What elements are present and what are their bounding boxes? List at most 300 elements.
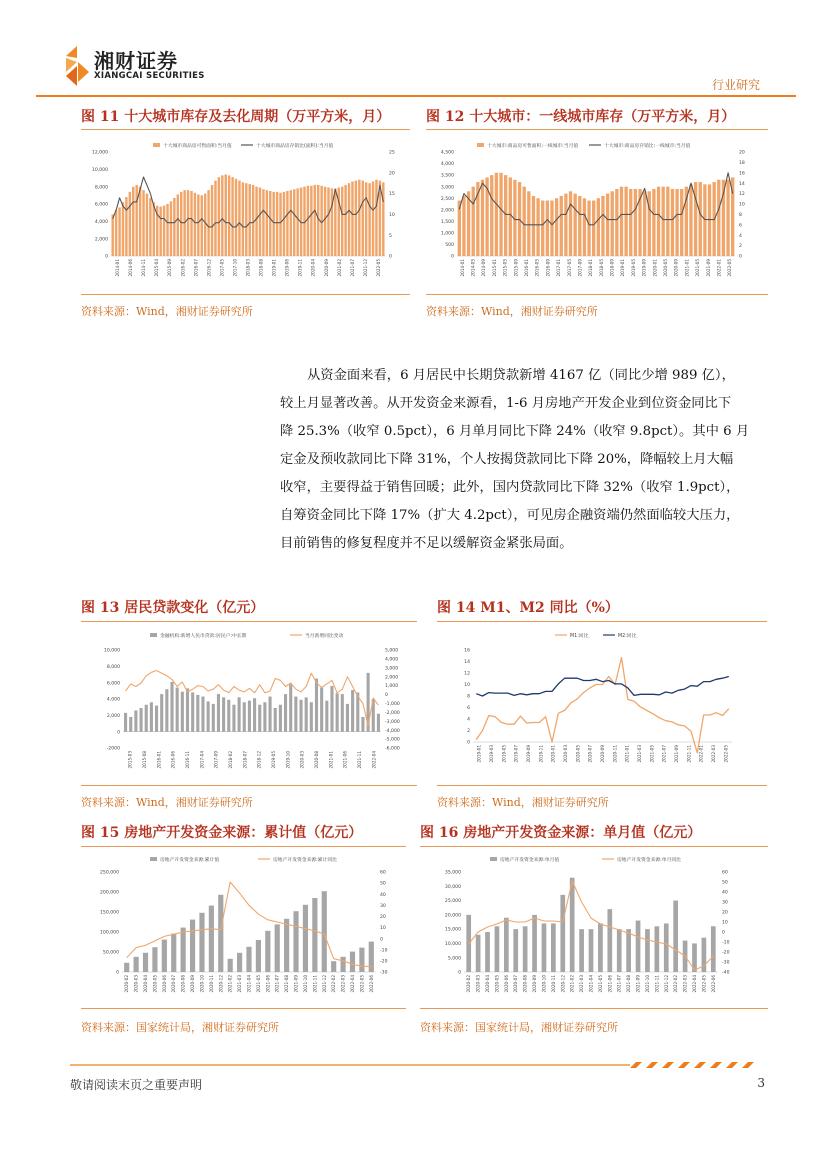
y-tick-label: 10,000 <box>91 167 108 173</box>
bar <box>256 940 261 972</box>
body-line: 自筹资金同比下降 17%（扩大 4.2pct），可见房企融资端仍然面临较大压力， <box>280 508 740 523</box>
figure-15-title-rule <box>81 846 406 847</box>
bar <box>325 701 328 732</box>
bar <box>118 207 120 256</box>
bar <box>327 188 329 256</box>
bar <box>495 173 498 256</box>
y2-tick-label: -40 <box>722 970 730 976</box>
figure-12-title: 图 12 十大城市：一线城市库存（万平方米，月） <box>426 109 736 125</box>
x-tick-label: 2021-07 <box>349 259 355 277</box>
x-tick-label: 2020-11 <box>208 975 214 993</box>
y2-tick-label: 25 <box>389 150 395 156</box>
y-tick-label: 0 <box>117 730 120 736</box>
y2-tick-label: 0 <box>722 930 725 936</box>
figure-14-title: 图 14 M1、M2 同比（%） <box>437 600 619 616</box>
bar <box>592 201 595 256</box>
y-tick-label: 0 <box>105 254 108 260</box>
figure-11-bottom-rule <box>81 294 410 295</box>
bar <box>541 201 544 256</box>
bar <box>187 190 189 256</box>
x-tick-label: 2014-01 <box>115 259 121 277</box>
bar <box>601 196 604 256</box>
y2-tick-label: 30 <box>722 900 728 906</box>
bar <box>307 186 309 256</box>
y-tick-label: 8 <box>467 694 470 700</box>
bar <box>252 185 254 256</box>
bar <box>560 196 563 256</box>
y-tick-label: 100,000 <box>100 930 119 936</box>
y2-tick-label: 20 <box>380 915 386 921</box>
figure-12-bottom-rule <box>426 294 768 295</box>
y2-tick-label: 14 <box>739 181 745 187</box>
x-tick-label: 2022-05 <box>723 745 729 763</box>
y-tick-label: 0 <box>116 970 119 976</box>
y2-tick-label: 2 <box>739 244 742 250</box>
bar <box>382 182 384 256</box>
bar <box>190 191 192 256</box>
x-tick-label: 2016-07 <box>193 259 199 277</box>
bar <box>153 202 155 256</box>
bar <box>294 697 297 732</box>
bar <box>310 186 312 256</box>
x-tick-label: 2020-08 <box>522 975 528 993</box>
figure-13-source: 资料来源：Wind，湘财证券研究所 <box>81 796 253 809</box>
bar <box>173 198 175 256</box>
x-tick-label: 2019-09 <box>641 259 647 277</box>
y-tick-label: 12 <box>464 671 470 677</box>
bar <box>569 191 572 256</box>
bar <box>165 689 168 731</box>
y-tick-label: 35,000 <box>444 870 461 876</box>
bar <box>180 192 182 256</box>
x-tick-label: 2020-05 <box>152 975 158 993</box>
bar <box>504 175 507 256</box>
bar <box>289 684 292 731</box>
x-tick-label: 2020-02 <box>124 975 130 993</box>
x-tick-label: 2018-12 <box>256 751 262 769</box>
bar <box>495 926 500 972</box>
body-line: 目前销售的修复程度并不足以缓解资金紧张局面。 <box>280 536 573 551</box>
y-tick-label: 16 <box>464 648 470 654</box>
x-tick-label: 2020-06 <box>503 975 509 993</box>
x-tick-label: 2021-09 <box>705 259 711 277</box>
bar <box>139 187 141 256</box>
x-tick-label: 2020-09 <box>600 745 605 763</box>
bar <box>689 184 692 256</box>
bar <box>201 195 203 256</box>
bar <box>266 190 268 256</box>
x-tick-label: 2020-03 <box>563 745 568 763</box>
x-tick-label: 2020-10 <box>199 975 205 993</box>
y2-tick-label: 8 <box>739 213 742 218</box>
bar <box>150 702 153 731</box>
bar <box>532 196 535 256</box>
x-tick-label: 2020-05 <box>575 745 581 763</box>
bar <box>293 911 298 972</box>
y-tick-label: 150,000 <box>100 910 119 916</box>
bar <box>124 963 129 972</box>
x-tick-label: 2020-07 <box>513 975 519 993</box>
bar <box>550 201 553 256</box>
x-tick-label: 2021-04 <box>246 975 252 993</box>
bar <box>238 697 241 731</box>
figure-11-source: 资料来源：Wind，湘财证券研究所 <box>81 305 253 318</box>
x-tick-label: 2022-03 <box>682 975 688 993</box>
y-tick-label: 200,000 <box>100 890 119 896</box>
bar <box>673 901 678 972</box>
body-paragraph <box>280 362 768 558</box>
bar <box>199 913 204 972</box>
x-tick-label: 2022-04 <box>691 975 697 993</box>
x-tick-label: 2022-05 <box>727 259 733 277</box>
x-tick-label: 2020-12 <box>218 975 224 993</box>
x-tick-label: 2018-07 <box>242 751 248 769</box>
y2-tick-label: 1,000 <box>385 684 399 690</box>
bar <box>662 187 665 256</box>
bar <box>624 187 627 256</box>
y-tick-label: 500 <box>445 243 454 249</box>
y2-tick-label: -10 <box>722 940 730 946</box>
figure-14-title-rule <box>437 621 767 622</box>
x-tick-label: 2019-11 <box>297 259 303 277</box>
bar <box>160 694 163 732</box>
x-tick-label: 2014-11 <box>141 259 147 277</box>
bar <box>242 182 244 256</box>
bar <box>125 197 127 256</box>
legend-label: 十大城市商品房可售面积:当月值 <box>163 144 232 149</box>
bar <box>207 190 209 256</box>
y2-tick-label: -20 <box>722 950 730 956</box>
figure-15-source: 资料来源：国家统计局，湘财证券研究所 <box>81 1021 279 1034</box>
figure-16-chart <box>430 852 758 1002</box>
bar <box>555 198 558 256</box>
bar <box>143 953 148 972</box>
figure-14-chart <box>437 628 762 778</box>
x-tick-label: 2017-10 <box>232 259 238 277</box>
y2-tick-label: -4,000 <box>385 728 400 734</box>
y2-tick-label: 50 <box>722 880 728 886</box>
y-tick-label: 2,000 <box>440 208 454 214</box>
y-tick-label: 4,000 <box>440 162 454 168</box>
bar <box>472 187 475 256</box>
x-tick-label: 2020-07 <box>171 975 177 993</box>
y-tick-label: 25,000 <box>444 899 461 905</box>
bar <box>238 181 240 256</box>
bar <box>340 957 345 972</box>
bar <box>162 940 167 972</box>
x-tick-label: 2020-11 <box>612 745 618 763</box>
figure-15-title: 图 15 房地产开发资金来源：累计值（亿元） <box>81 825 363 841</box>
bar <box>212 704 215 732</box>
bar <box>134 710 137 731</box>
y2-tick-label: -6,000 <box>385 746 400 752</box>
bar <box>314 185 316 256</box>
y2-tick-label: 30 <box>380 903 386 909</box>
x-tick-label: 2017-05 <box>566 259 572 277</box>
bar <box>279 193 281 256</box>
x-tick-label: 2020-04 <box>310 259 316 277</box>
bar <box>509 177 512 256</box>
bar <box>111 214 113 256</box>
bar <box>269 191 271 256</box>
y-tick-label: -2000 <box>106 746 120 752</box>
bar <box>274 708 277 732</box>
bar <box>560 895 565 972</box>
bar <box>481 180 484 256</box>
bar <box>523 926 528 972</box>
bar <box>589 929 594 972</box>
legend-swatch <box>477 143 484 147</box>
x-tick-label: 2016-06 <box>170 751 176 769</box>
bar <box>330 686 333 732</box>
y-tick-label: 4,500 <box>440 150 454 156</box>
bar <box>351 690 354 732</box>
bar <box>346 704 349 732</box>
y-tick-label: 1,000 <box>440 231 454 237</box>
x-tick-label: 2020-04 <box>143 975 149 993</box>
body-line: 定金及预收款同比下降 31%，个人按揭贷款同比下降 20%，降幅较上月大幅 <box>280 452 734 467</box>
bar <box>320 688 323 732</box>
y-tick-label: 6,000 <box>106 681 120 687</box>
bar <box>218 177 220 256</box>
bar <box>504 918 509 972</box>
body-line: 较上月显著改善。从开发资金来源看，1-6 月房地产开发企业到位资金同比下 <box>280 396 732 411</box>
x-tick-label: 2021-01 <box>624 745 630 763</box>
bar <box>248 184 250 256</box>
figure-15-chart <box>92 852 404 1002</box>
y2-tick-label: -10 <box>380 948 388 954</box>
x-tick-label: 2021-07 <box>274 975 280 993</box>
x-tick-label: 2021-07 <box>661 745 667 763</box>
x-tick-label: 2020-05 <box>663 259 668 277</box>
y2-tick-label: 15 <box>389 192 395 198</box>
x-tick-label: 2020-10 <box>541 975 547 993</box>
x-tick-label: 2022-01 <box>716 259 722 277</box>
bar <box>485 932 490 972</box>
bar <box>232 705 235 732</box>
y-tick-label: 3,000 <box>440 185 454 191</box>
bar <box>348 183 350 256</box>
x-tick-label: 2020-11 <box>550 975 556 993</box>
bar <box>159 207 161 256</box>
bar <box>283 192 285 256</box>
y2-tick-label: 4,000 <box>385 657 399 663</box>
x-tick-label: 2021-12 <box>321 975 327 993</box>
bar <box>293 189 295 256</box>
x-tick-label: 2019-01 <box>476 745 482 763</box>
bar <box>155 706 158 732</box>
bar <box>290 190 292 256</box>
x-tick-label: 2021-06 <box>265 975 271 993</box>
y2-tick-label: -20 <box>380 959 388 965</box>
bar <box>587 201 590 256</box>
bar <box>351 181 353 256</box>
bar <box>276 192 278 256</box>
y-tick-label: 250,000 <box>100 870 119 876</box>
x-tick-label: 2020-09 <box>323 259 329 277</box>
bar <box>597 198 600 256</box>
legend-label: 十大城市:商品房存销比:一线城市:当月值 <box>604 144 691 149</box>
bar <box>462 196 465 256</box>
y2-tick-label: 0 <box>385 693 388 699</box>
y-tick-label: 10,000 <box>444 942 461 948</box>
bar <box>648 191 651 256</box>
bar <box>359 948 364 972</box>
bar <box>171 934 176 972</box>
figure-16-title: 图 16 房地产开发资金来源：单月值（亿元） <box>420 825 702 841</box>
x-tick-label: 2019-05 <box>630 259 636 277</box>
bar <box>142 190 144 256</box>
x-tick-label: 2020-03 <box>475 975 481 993</box>
figure-12-chart <box>437 138 757 290</box>
figure-13-bottom-rule <box>81 785 417 786</box>
bar <box>284 694 287 732</box>
x-tick-label: 2021-12 <box>362 259 368 277</box>
body-line: 从资金面来看，6 月居民中长期贷款新增 4167 亿（同比少增 989 亿）， <box>307 368 735 383</box>
bar <box>129 192 131 256</box>
bar <box>145 705 148 732</box>
x-tick-label: 2019-05 <box>501 745 507 763</box>
legend-swatch <box>150 857 157 861</box>
x-tick-label: 2020-12 <box>560 975 566 993</box>
bar <box>299 700 302 732</box>
bar <box>284 919 289 972</box>
bar <box>132 187 134 256</box>
bar <box>243 702 246 731</box>
x-tick-label: 2017-09 <box>213 751 219 769</box>
x-tick-label: 2021-06 <box>607 975 613 993</box>
bar <box>245 183 247 256</box>
bar <box>170 201 172 256</box>
bar <box>564 194 567 256</box>
x-tick-label: 2022-02 <box>673 975 679 993</box>
bar <box>237 953 242 972</box>
x-tick-label: 2015-03 <box>127 751 133 769</box>
x-tick-label: 2019-05 <box>271 751 276 769</box>
bar <box>620 187 623 256</box>
x-tick-label: 2021-02 <box>569 975 575 993</box>
y-tick-label: 2,000 <box>106 713 120 719</box>
y2-tick-label: 2,000 <box>385 675 399 681</box>
x-tick-label: 2017-05 <box>219 259 225 277</box>
x-tick-label: 2021-12 <box>663 975 669 993</box>
bar <box>598 923 603 972</box>
x-tick-label: 2021-01 <box>328 751 334 769</box>
y-tick-label: 12,000 <box>91 150 108 156</box>
figure-14-source: 资料来源：Wind，湘财证券研究所 <box>437 796 609 809</box>
y-tick-label: 2,000 <box>94 237 108 243</box>
bar <box>583 198 586 256</box>
bar <box>607 909 612 972</box>
figure-13-title-rule <box>81 621 417 622</box>
bar <box>369 942 374 972</box>
bar <box>671 189 674 256</box>
page-header <box>0 0 827 100</box>
x-tick-label: 2022-02 <box>331 975 337 993</box>
x-tick-label: 2021-11 <box>686 745 692 763</box>
x-tick-label: 2019-06 <box>284 259 290 277</box>
x-tick-label: 2019-03 <box>489 745 494 763</box>
bar <box>176 688 179 732</box>
bar <box>606 194 609 256</box>
bar <box>259 188 261 256</box>
bar <box>615 189 618 256</box>
bar <box>573 194 576 256</box>
bar <box>334 188 336 256</box>
bar <box>129 717 132 732</box>
bar <box>248 701 251 732</box>
bar <box>228 175 230 256</box>
bar <box>570 878 575 972</box>
x-tick-label: 2020-08 <box>180 975 186 993</box>
y-tick-label: 10 <box>464 683 470 689</box>
bar <box>312 898 317 972</box>
bar <box>476 935 481 972</box>
bar <box>657 187 660 256</box>
x-tick-label: 2019-07 <box>513 745 519 763</box>
bar <box>322 891 327 972</box>
x-tick-label: 2020-09 <box>532 975 538 993</box>
y2-tick-label: 40 <box>380 892 386 898</box>
x-tick-label: 2022-03 <box>340 975 346 993</box>
y2-tick-label: 10 <box>722 920 728 926</box>
x-tick-label: 2022-04 <box>349 975 355 993</box>
bar <box>336 693 339 731</box>
bar <box>331 961 336 972</box>
y-tick-label: 0 <box>467 740 470 746</box>
figure-15-bottom-rule <box>81 1008 406 1009</box>
x-tick-label: 2021-11 <box>357 751 362 769</box>
body-line: 收窄，主要得益于销售回暖；此外，国内贷款同比下降 32%（收窄 1.9pct）， <box>280 480 740 495</box>
y2-tick-label: 18 <box>739 161 745 166</box>
y2-tick-label: 6 <box>739 223 742 229</box>
x-tick-label: 2020-07 <box>587 745 593 763</box>
bar <box>246 947 251 972</box>
company-name-cn: 湘财证券 <box>94 49 178 73</box>
y-tick-label: 10,000 <box>103 648 120 654</box>
y2-tick-label: 0 <box>380 937 383 943</box>
bar <box>191 692 194 731</box>
bar <box>186 688 189 731</box>
figure-12-title-rule <box>426 129 768 130</box>
legend-swatch <box>150 633 157 637</box>
x-tick-label: 2021-11 <box>312 975 318 993</box>
figure-11-chart <box>91 138 405 290</box>
x-tick-label: 2018-01 <box>588 259 594 277</box>
bar <box>536 198 539 256</box>
y2-tick-label: 0 <box>739 254 742 260</box>
x-tick-label: 2015-09 <box>513 259 519 277</box>
x-tick-label: 2020-04 <box>485 975 491 993</box>
x-tick-label: 2021-10 <box>644 975 650 993</box>
bar <box>135 185 137 256</box>
x-tick-label: 2019-01 <box>271 259 277 277</box>
bar <box>194 193 196 256</box>
bar <box>124 713 127 732</box>
y2-tick-label: 20 <box>389 171 395 177</box>
x-tick-label: 2022-04 <box>371 751 377 769</box>
y-tick-label: 3,500 <box>440 173 454 179</box>
bar <box>235 179 237 256</box>
bar <box>711 926 716 972</box>
figure-16-bottom-rule <box>420 1008 768 1009</box>
bar <box>166 204 168 256</box>
x-tick-label: 2021-01 <box>684 259 690 277</box>
figure-12-source: 资料来源：Wind，湘财证券研究所 <box>426 305 598 318</box>
bar <box>263 702 266 731</box>
y2-tick-label: 50 <box>380 881 386 887</box>
x-tick-label: 2022-01 <box>698 745 704 763</box>
